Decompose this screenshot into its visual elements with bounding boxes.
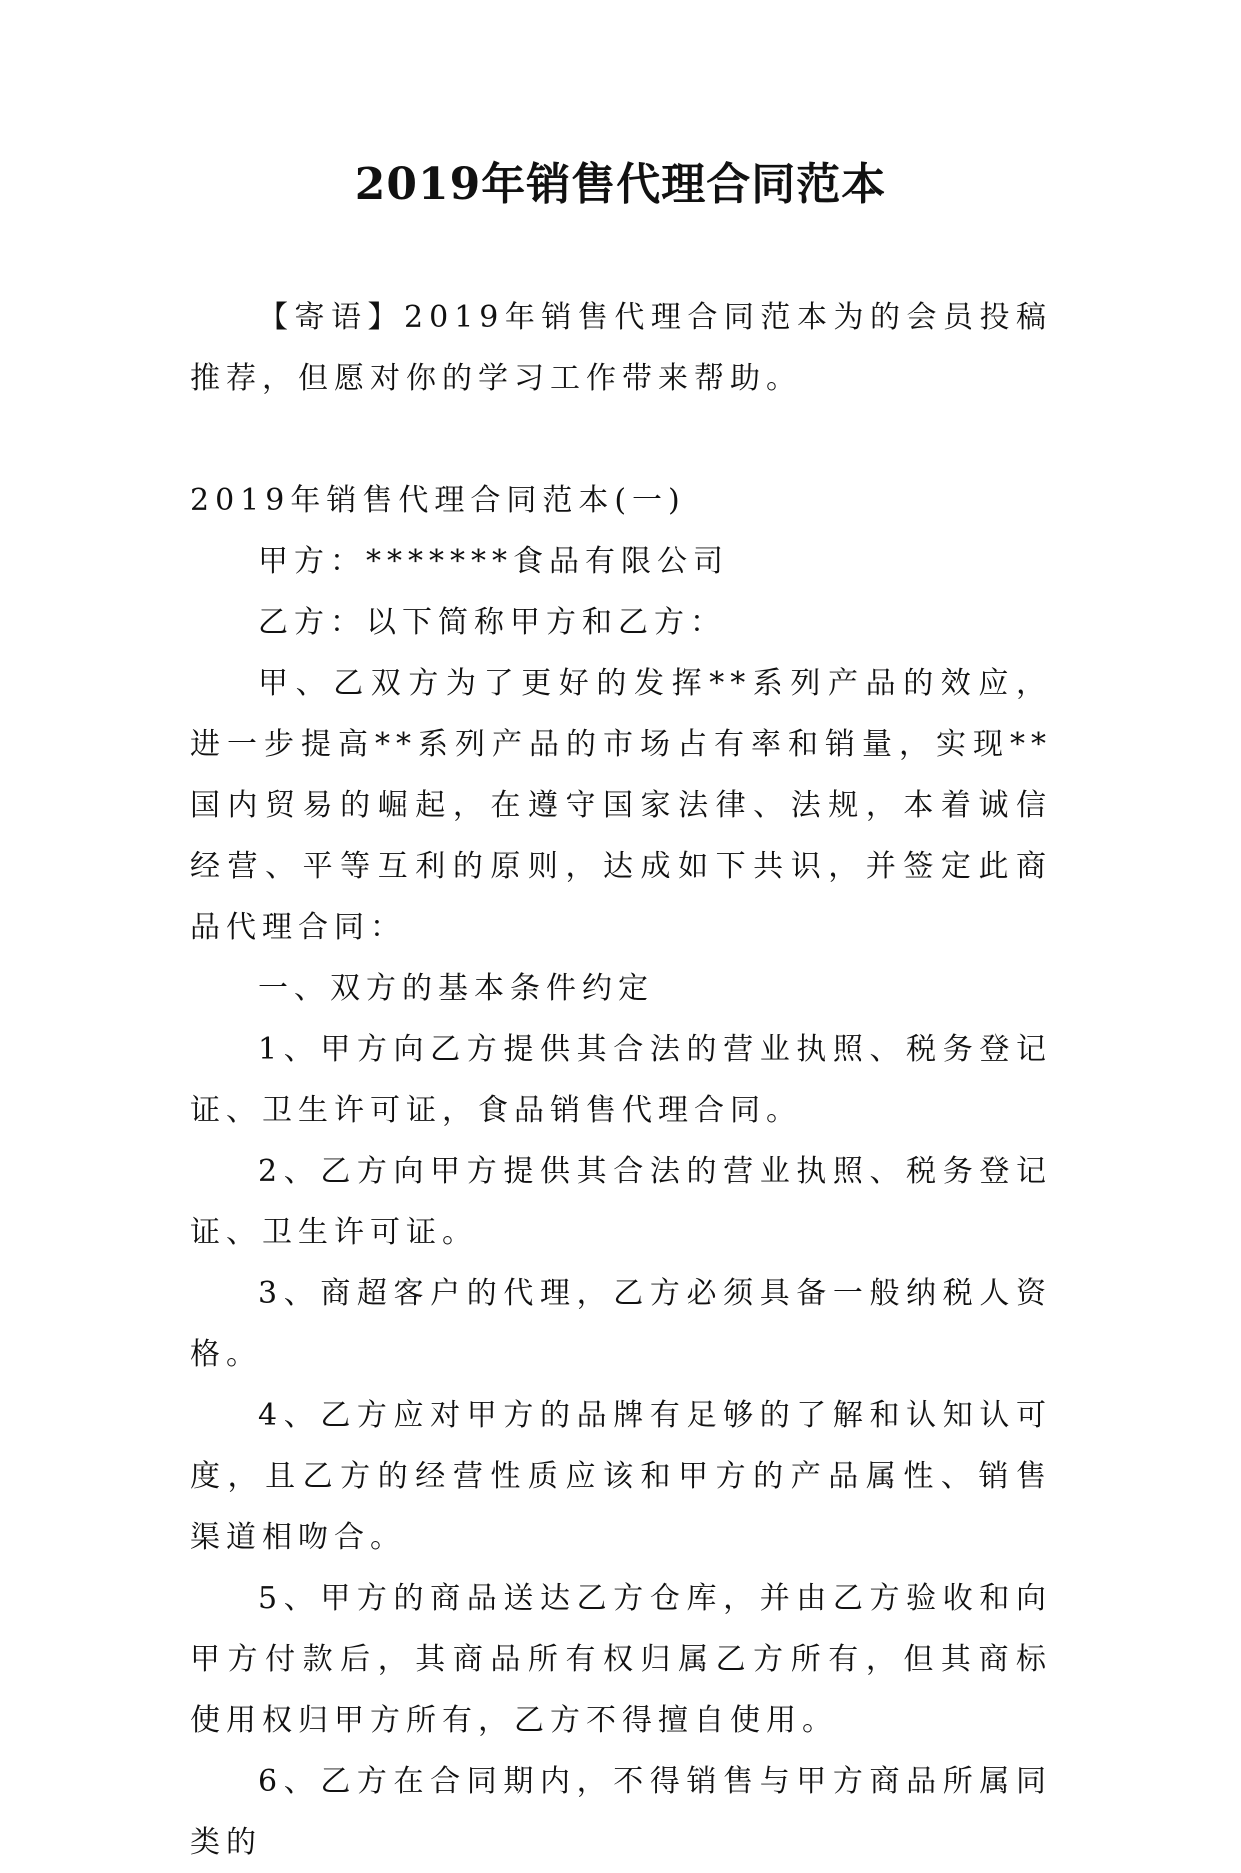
clause-item-5: 5、甲方的商品送达乙方仓库，并由乙方验收和向甲方付款后，其商品所有权归属乙方所有，但其商标使用权归甲方所有，乙方不得擅自使用。 <box>190 1581 1052 1738</box>
document-title: 2019年销售代理合同范本 <box>354 159 887 210</box>
clause-item-2: 2、乙方向甲方提供其合法的营业执照、税务登记证、卫生许可证。 <box>190 1154 1052 1250</box>
clause-item-1: 1、甲方向乙方提供其合法的营业执照、税务登记证、卫生许可证，食品销售代理合同。 <box>190 1032 1052 1128</box>
document-body <box>190 287 1052 1873</box>
paragraph-spacer <box>190 409 1052 470</box>
section-heading: 2019年销售代理合同范本(一) <box>190 483 686 518</box>
clause-item-4: 4、乙方应对甲方的品牌有足够的了解和认知认可度，且乙方的经营性质应该和甲方的产品属性、销售渠道相吻合。 <box>190 1398 1052 1555</box>
preamble-paragraph: 甲、乙双方为了更好的发挥**系列产品的效应，进一步提高**系列产品的市场占有率和销量，实现**国内贸易的崛起，在遵守国家法律、法规，本着诚信经营、平等互利的原则，达成如下共识，并签定此商品代理合同： <box>190 666 1052 945</box>
clause-item-6: 6、乙方在合同期内，不得销售与甲方商品所属同类的 <box>190 1764 1052 1860</box>
party-b-line: 乙方：以下简称甲方和乙方： <box>258 605 726 640</box>
party-a-line: 甲方：*******食品有限公司 <box>258 544 729 579</box>
clause-item-3: 3、商超客户的代理，乙方必须具备一般纳税人资格。 <box>190 1276 1052 1372</box>
clause-heading: 一、双方的基本条件约定 <box>258 971 654 1006</box>
intro-paragraph: 【寄语】2019年销售代理合同范本为的会员投稿推荐，但愿对你的学习工作带来帮助。 <box>190 300 1052 396</box>
